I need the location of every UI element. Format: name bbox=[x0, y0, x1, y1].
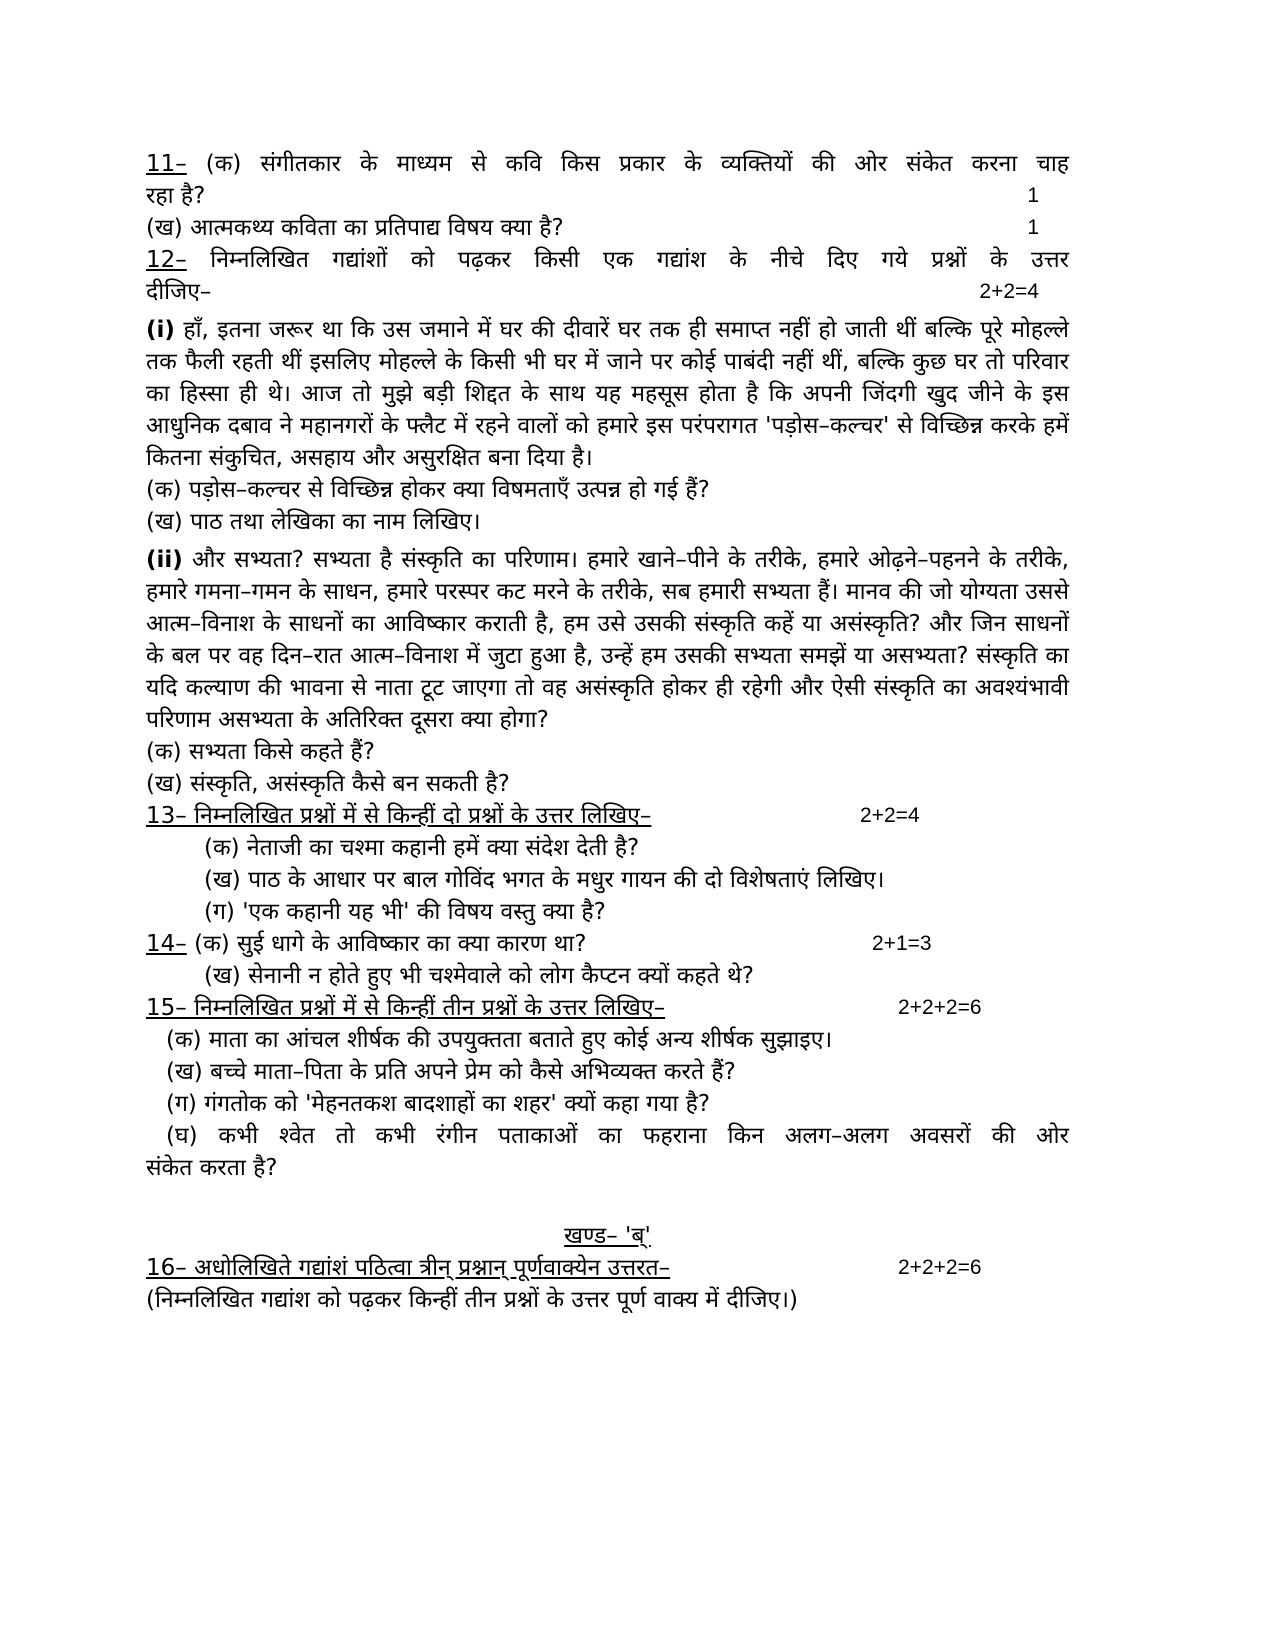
q16-heading: 16– अधोलिखिते गद्यांशं पठित्वा त्रीन् प्रश्नान् पूर्णवाक्येन उत्तरत– bbox=[146, 1255, 671, 1281]
q15-item-d: (घ) कभी श्वेत तो कभी रंगीन पताकाओं का फहराना किन अलग–अलग अवसरों की ओर bbox=[166, 1123, 1069, 1149]
q11-part-a-marks: 1 bbox=[1027, 184, 1039, 207]
q11-part-a-text: (क) संगीतकार के माध्यम से कवि किस प्रकार के व्यक्तियों की ओर संकेत करना चाह bbox=[205, 151, 1069, 177]
q12-passage-2 bbox=[146, 544, 1069, 736]
q15-item-a: (क) माता का आंचल शीर्षक की उपयुक्तता बताते हुए कोई अन्य शीर्षक सुझाइए। bbox=[166, 1027, 833, 1053]
passage-1-label: (i) bbox=[146, 317, 175, 343]
q15-marks: 2+2+2=6 bbox=[898, 996, 982, 1019]
q14-marks: 2+1=3 bbox=[872, 932, 932, 955]
q11-number: 11– bbox=[146, 151, 187, 177]
passage-1-question-b: (ख) पाठ तथा लेखिका का नाम लिखिए। bbox=[146, 509, 481, 535]
q14-part-a: (क) सुई धागे के आविष्कार का क्या कारण था? bbox=[194, 931, 587, 957]
q13-heading-row bbox=[146, 800, 1069, 832]
q11-part-a-text-cont: रहा है? bbox=[146, 183, 206, 209]
q11-part-a-line1 bbox=[146, 148, 1069, 180]
q16-heading-row bbox=[146, 1252, 1069, 1284]
q16-marks: 2+2+2=6 bbox=[898, 1256, 982, 1279]
passage-2-text: और सभ्यता? सभ्यता है संस्कृति का परिणाम। हमारे खाने–पीने के तरीके, हमारे ओढ़ने–पहनने के तरीके, हमारे गमना–गमन के साधन, हमारे परस्पर कट मरने के तरीके, सब हमारी सभ्यता हैं। मानव की जो योग्यता उससे आत्म–विनाश के साधनों का आविष्कार कराती है, हम उसे उसकी संस्कृति कहें या असंस्कृति? और जिन साधनों के बल पर वह दिन–रात आत्म–विनाश में जुटा हुआ है, उन्हें हम उसकी सभ्यता समझें या असभ्यता? संस्कृति का यदि कल्याण की भावना से नाता टूट जाएगा तो वह असंस्कृति होकर ही रहेगी और ऐसी संस्कृति का अवश्यंभावी परिणाम असभ्यता के अतिरिक्त दूसरा क्या होगा? bbox=[146, 547, 1069, 733]
q12-heading-text: निम्नलिखित गद्यांशों को पढ़कर किसी एक गद्यांश के नीचे दिए गये प्रश्नों के उत्तर bbox=[210, 247, 1070, 273]
question-paper-page bbox=[146, 148, 1069, 1316]
passage-1-text: हाँ, इतना जरूर था कि उस जमाने में घर की दीवारें घर तक ही समाप्त नहीं हो जाती थीं बल्कि पूरे मोहल्ले तक फैली रहती थीं इसलिए मोहल्ले के किसी भी घर में जाने पर कोई पाबंदी नहीं थीं, बल्कि कुछ घर तो परिवार का हिस्सा ही थे। आज तो मुझे बड़ी शिद्दत के साथ यह महसूस होता है कि अपनी जिंदगी खुद जीने के इस आधुनिक दबाव ने महानगरों के फ्लैट में रहने वालों को हमारे इस परंपरागत 'पड़ोस–कल्चर' से विच्छिन्न करके हमें कितना संकुचित, असहाय और असुरक्षित बना दिया है। bbox=[146, 317, 1070, 471]
q13-item-a: (क) नेताजी का चश्मा कहानी हमें क्या संदेश देती है? bbox=[204, 835, 640, 861]
q13-heading: 13– निम्नलिखित प्रश्नों में से किन्हीं दो प्रश्नों के उत्तर लिखिए– bbox=[146, 803, 652, 829]
q13-item-b: (ख) पाठ के आधार पर बाल गोविंद भगत के मधुर गायन की दो विशेषताएं लिखिए। bbox=[204, 867, 885, 893]
q13-item-c: (ग) 'एक कहानी यह भी' की विषय वस्तु क्या है? bbox=[204, 899, 606, 925]
q15-item-c: (ग) गंगतोक को 'मेहनतकश बादशाहों का शहर' क्यों कहा गया है? bbox=[166, 1091, 711, 1117]
passage-1-question-a: (क) पड़ोस–कल्चर से विच्छिन्न होकर क्या विषमताएँ उत्पन्न हो गई हैं? bbox=[146, 477, 710, 503]
q11-part-b-marks: 1 bbox=[1027, 216, 1039, 239]
q12-number: 12– bbox=[146, 247, 187, 273]
q12-marks: 2+2=4 bbox=[979, 280, 1039, 303]
section-b-title: खण्ड– 'ब्' bbox=[564, 1223, 651, 1249]
q12-heading-line1 bbox=[146, 244, 1069, 276]
q15-item-b: (ख) बच्चे माता–पिता के प्रति अपने प्रेम को कैसे अभिव्यक्त करते हैं? bbox=[166, 1059, 736, 1085]
q15-item-d-cont: संकेत करता है? bbox=[146, 1155, 278, 1181]
q11-part-b bbox=[146, 212, 1069, 244]
q11-part-b-text: (ख) आत्मकथ्य कविता का प्रतिपाद्य विषय क्या है? bbox=[146, 215, 564, 241]
q14-part-a-row bbox=[146, 928, 1069, 960]
q15-heading: 15– निम्नलिखित प्रश्नों में से किन्हीं तीन प्रश्नों के उत्तर लिखिए– bbox=[146, 995, 666, 1021]
q14-part-b: (ख) सेनानी न होते हुए भी चश्मेवाले को लोग कैप्टन क्यों कहते थे? bbox=[204, 963, 754, 989]
q16-translation: (निम्नलिखित गद्यांश को पढ़कर किन्हीं तीन प्रश्नों के उत्तर पूर्ण वाक्य में दीजिए।) bbox=[146, 1287, 798, 1313]
q13-marks: 2+2=4 bbox=[860, 804, 920, 827]
q12-passage-1 bbox=[146, 314, 1069, 474]
passage-2-question-a: (क) सभ्यता किसे कहते हैं? bbox=[146, 739, 375, 765]
q15-heading-row bbox=[146, 992, 1069, 1024]
q12-heading-text-cont: दीजिए– bbox=[146, 279, 212, 305]
passage-2-label: (ii) bbox=[146, 547, 183, 573]
q11-part-a-line2 bbox=[146, 180, 1069, 212]
q12-heading-line2 bbox=[146, 276, 1069, 308]
q14-number: 14– bbox=[146, 931, 187, 957]
passage-2-question-b: (ख) संस्कृति, असंस्कृति कैसे बन सकती है? bbox=[146, 771, 510, 797]
